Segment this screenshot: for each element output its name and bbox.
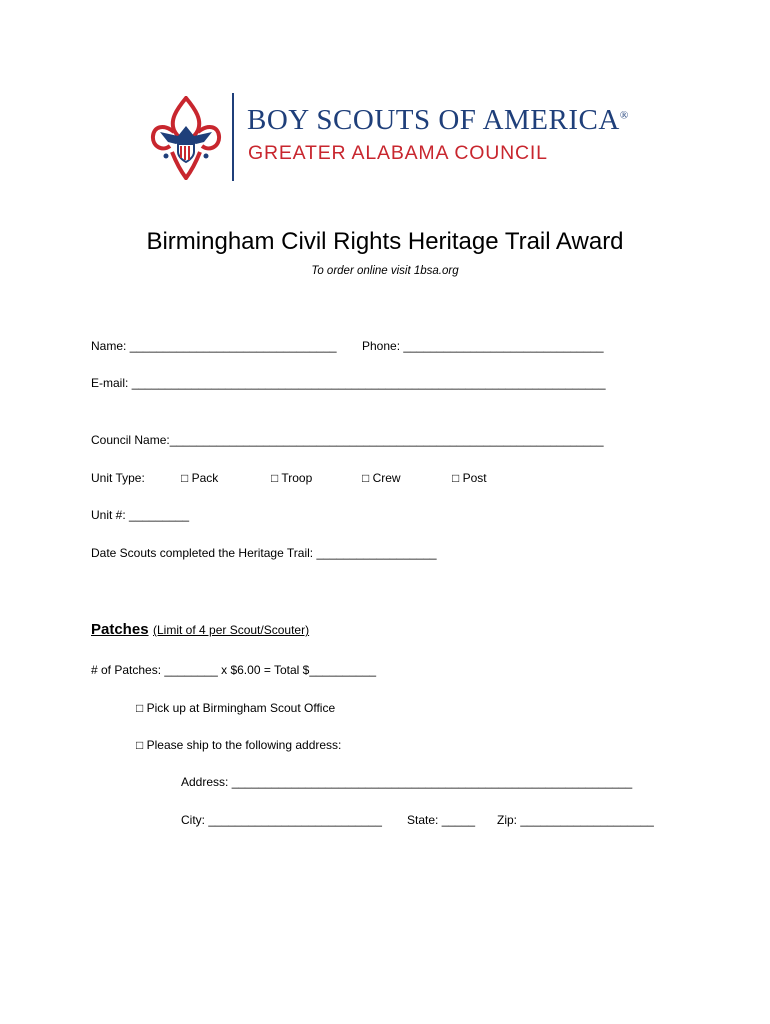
email-label: E-mail: [91, 376, 129, 390]
date-completed-blank[interactable]: __________________ [316, 546, 437, 560]
page-subtitle: To order online visit 1bsa.org [311, 265, 459, 277]
city-blank[interactable]: __________________________ [208, 813, 382, 827]
pickup-option-label: Pick up at Birmingham Scout Office [146, 701, 336, 715]
patch-count-field[interactable] [91, 663, 376, 677]
phone-field[interactable] [362, 339, 604, 353]
council-name: GREATER ALABAMA COUNCIL [248, 142, 548, 164]
unit-type-pack-checkbox[interactable] [181, 471, 218, 485]
address-blank[interactable]: ____________________________________________________________ [231, 775, 633, 789]
unit-type-option-label: Crew [372, 471, 401, 485]
ship-option-checkbox[interactable] [136, 738, 341, 752]
phone-label: Phone: [362, 339, 401, 353]
pickup-option-checkbox[interactable] [136, 701, 335, 715]
logo-divider [232, 93, 234, 181]
council-blank[interactable]: _________________________________________________________________ [169, 433, 604, 447]
name-field[interactable] [91, 339, 337, 353]
phone-blank[interactable]: ______________________________ [403, 339, 604, 353]
unit-type-option-label: Pack [191, 471, 219, 485]
unit-type-crew-checkbox[interactable] [362, 471, 401, 485]
patches-title: Patches [91, 621, 149, 638]
unit-type-option-label: Troop [281, 471, 313, 485]
checkbox-icon[interactable]: □ [181, 471, 189, 485]
bsa-emblem-icon [150, 96, 222, 180]
state-label: State: [407, 813, 439, 827]
date-completed-label: Date Scouts completed the Heritage Trail: [91, 546, 314, 560]
patch-total-blank[interactable]: __________ [309, 663, 377, 677]
checkbox-icon[interactable]: □ [271, 471, 279, 485]
unit-type-option-label: Post [462, 471, 487, 485]
state-blank[interactable]: _____ [441, 813, 476, 827]
unit-number-label: Unit #: [91, 508, 126, 522]
zip-field[interactable] [497, 813, 654, 827]
checkbox-icon[interactable]: □ [452, 471, 460, 485]
patch-count-label: # of Patches: [91, 663, 162, 677]
city-field[interactable] [181, 813, 382, 827]
patch-price-text: x $6.00 = Total $ [221, 663, 310, 677]
zip-label: Zip: [497, 813, 518, 827]
checkbox-icon[interactable]: □ [136, 738, 144, 752]
address-field[interactable] [181, 775, 632, 789]
email-blank[interactable]: _______________________________________________________________________ [131, 376, 606, 390]
unit-number-field[interactable] [91, 508, 189, 522]
patches-limit-note: (Limit of 4 per Scout/Scouter) [153, 623, 310, 637]
org-name: BOY SCOUTS OF AMERICA® [247, 104, 629, 136]
page-title: Birmingham Civil Rights Heritage Trail Award [146, 228, 624, 255]
checkbox-icon[interactable]: □ [362, 471, 370, 485]
unit-type-label: Unit Type: [91, 471, 145, 485]
council-field[interactable] [91, 433, 604, 447]
unit-number-blank[interactable]: _________ [129, 508, 190, 522]
name-blank[interactable]: _______________________________ [129, 339, 337, 353]
date-completed-field[interactable] [91, 546, 437, 560]
council-label: Council Name: [91, 433, 170, 447]
unit-type-post-checkbox[interactable] [452, 471, 487, 485]
email-field[interactable] [91, 376, 606, 390]
checkbox-icon[interactable]: □ [136, 701, 144, 715]
patches-heading [91, 621, 309, 639]
state-field[interactable] [407, 813, 475, 827]
patch-count-blank[interactable]: ________ [164, 663, 218, 677]
unit-type-troop-checkbox[interactable] [271, 471, 312, 485]
ship-option-label: Please ship to the following address: [146, 738, 342, 752]
address-label: Address: [181, 775, 229, 789]
city-label: City: [181, 813, 205, 827]
name-label: Name: [91, 339, 127, 353]
zip-blank[interactable]: ____________________ [520, 813, 654, 827]
